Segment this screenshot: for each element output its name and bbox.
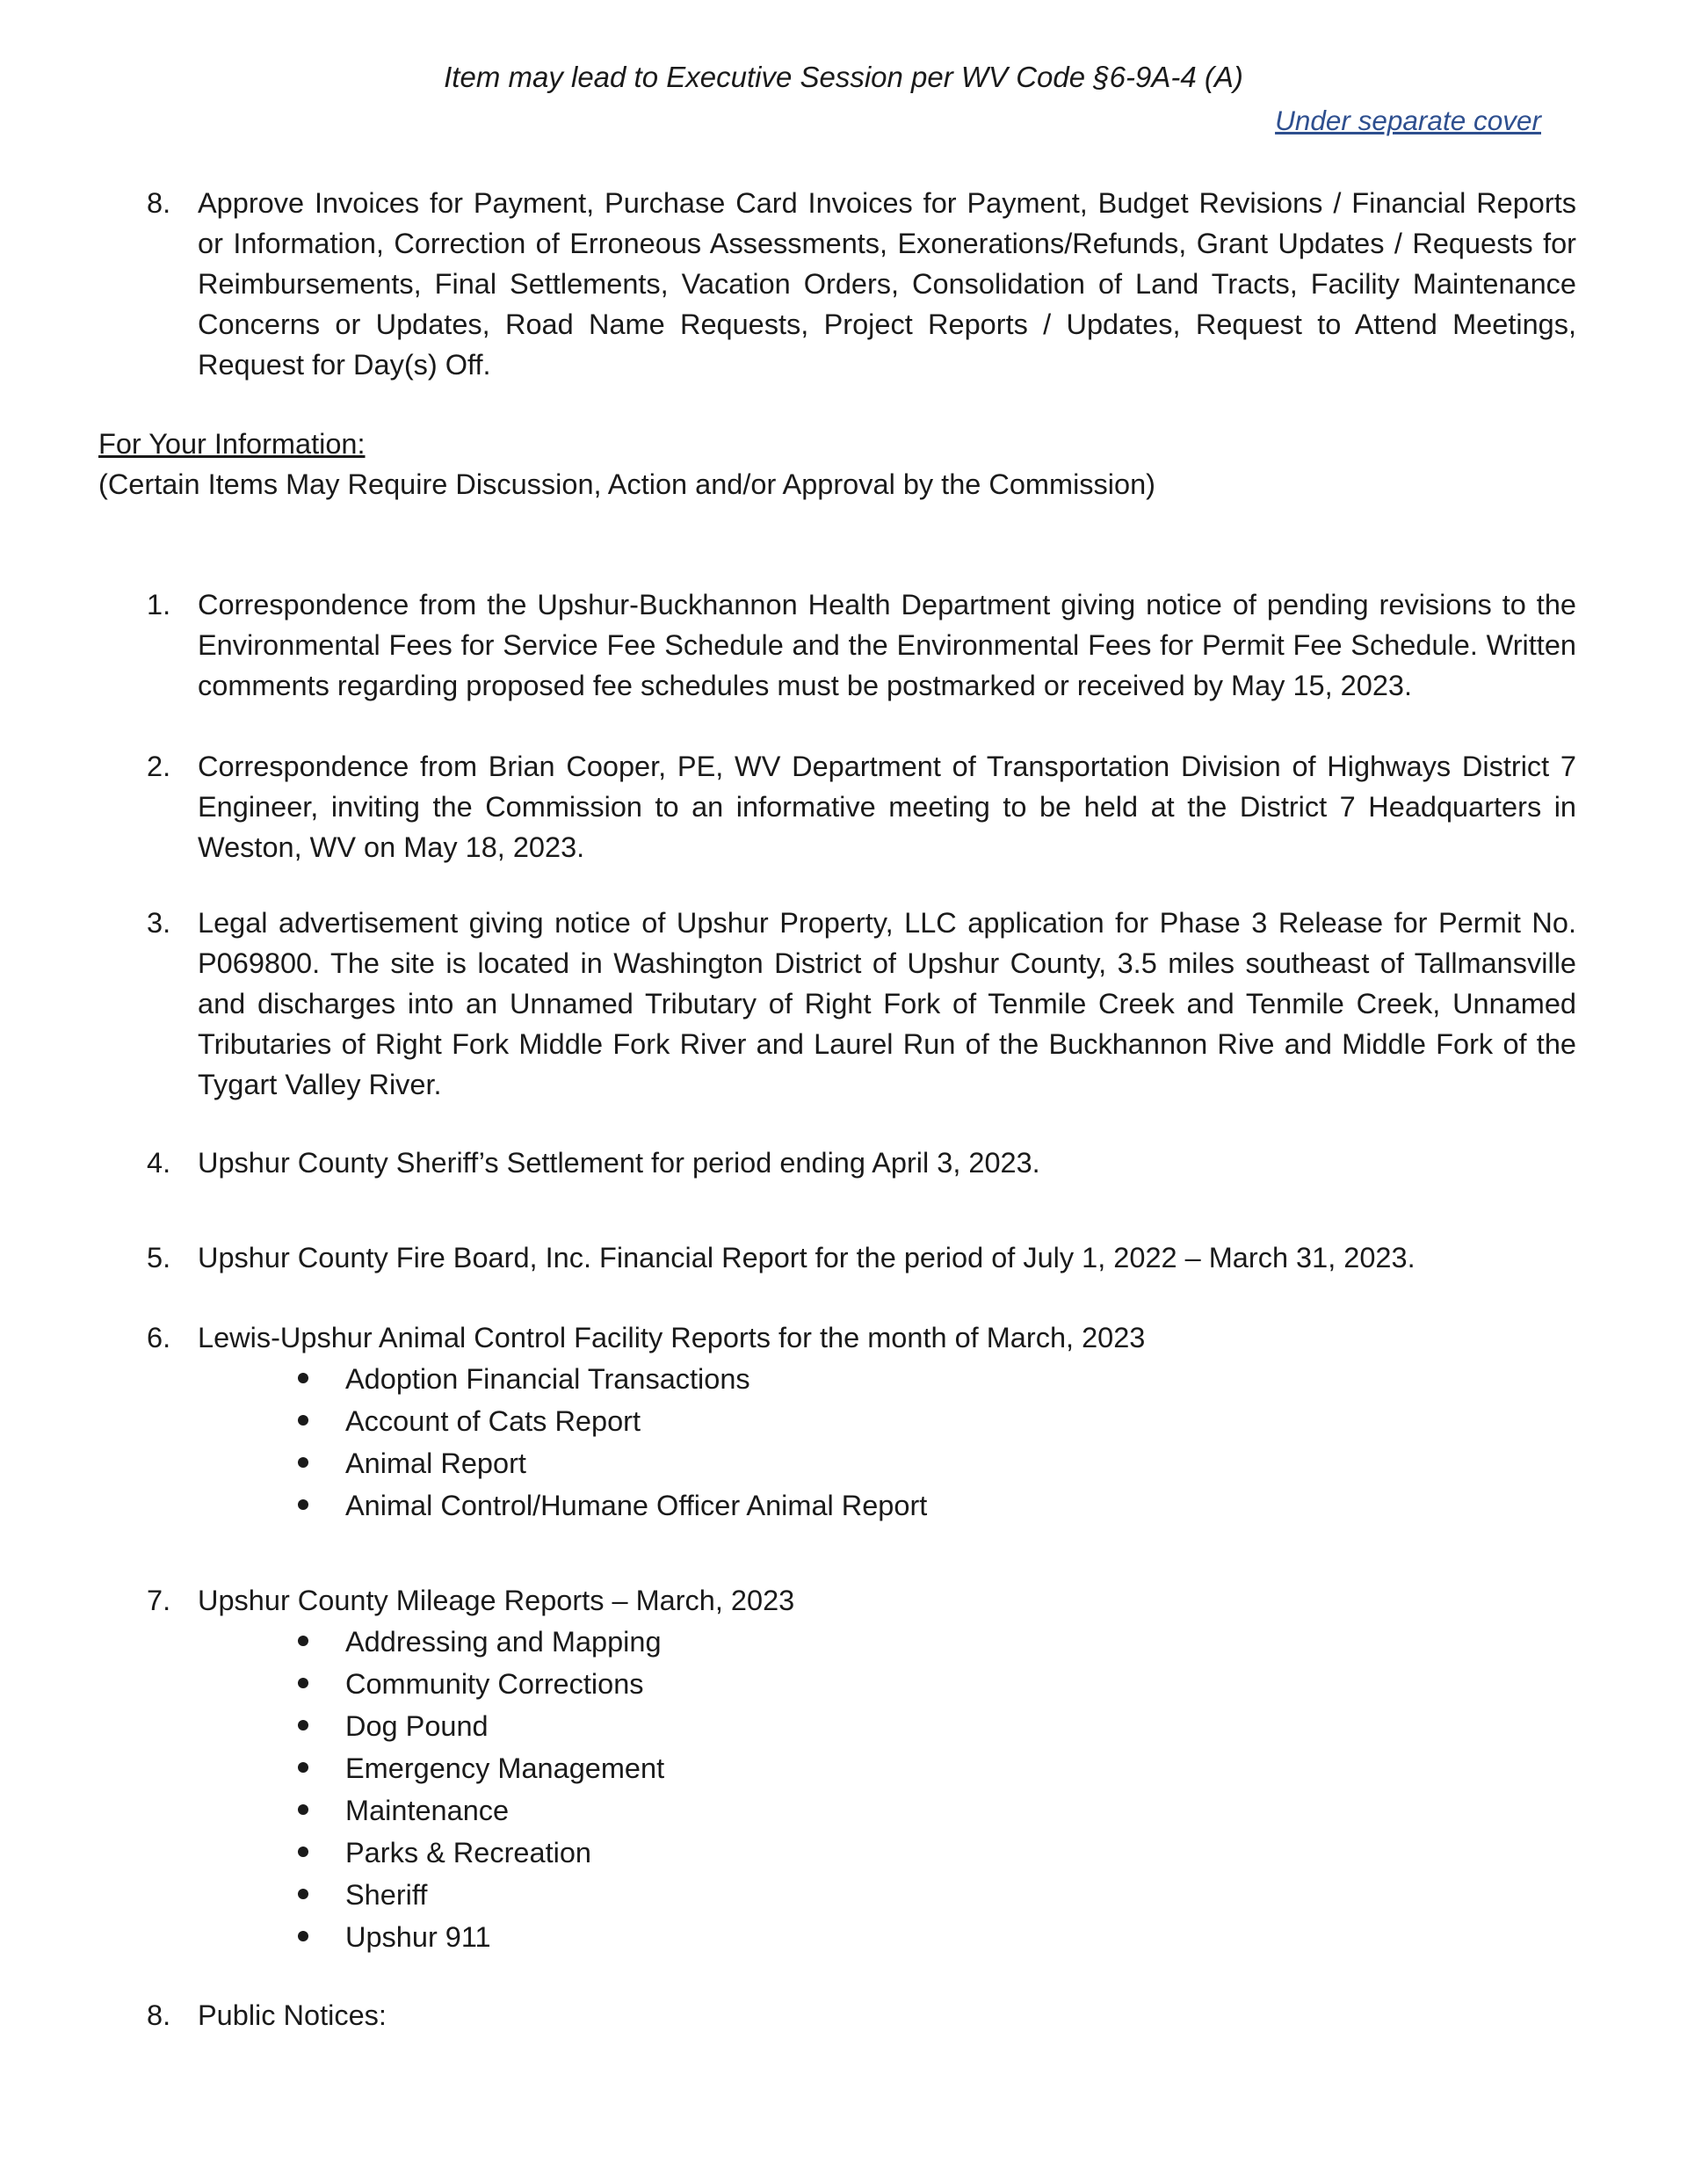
bullet-item: Parks & Recreation	[345, 1832, 1576, 1874]
bullet-item: Animal Control/Humane Officer Animal Report	[345, 1484, 1576, 1527]
executive-session-note: Item may lead to Executive Session per WV Code §6-9A-4 (A)	[444, 61, 1243, 93]
section-subheading: (Certain Items May Require Discussion, Action and/or Approval by the Commission)	[98, 468, 1155, 500]
bullet-list	[345, 1621, 1576, 1958]
bullet-item: Adoption Financial Transactions	[345, 1358, 1576, 1400]
bullet-icon	[298, 1804, 308, 1815]
list-item-top-8	[147, 183, 1576, 385]
item-number: 5.	[147, 1242, 171, 1273]
item-text: Upshur County Fire Board, Inc. Financial Report for the period of July 1, 2022 – March 31, 2023.	[198, 1242, 1415, 1273]
bullet-item: Community Corrections	[345, 1663, 1576, 1705]
list-item-1	[147, 584, 1576, 706]
bullet-icon	[298, 1636, 308, 1646]
bullet-item: Animal Report	[345, 1442, 1576, 1484]
bullet-icon	[298, 1762, 308, 1773]
bullet-item: Sheriff	[345, 1874, 1576, 1916]
bullet-icon	[298, 1499, 308, 1510]
item-number: 8.	[147, 187, 171, 219]
list-item-6	[147, 1317, 1576, 1527]
bullet-item: Maintenance	[345, 1789, 1576, 1832]
item-number: 8.	[147, 1999, 171, 2031]
bullet-item: Account of Cats Report	[345, 1400, 1576, 1442]
bullet-item: Dog Pound	[345, 1705, 1576, 1747]
separate-cover-link[interactable]: Under separate cover	[1275, 105, 1541, 136]
section-heading-fyi: For Your Information:	[98, 428, 366, 460]
bullet-icon	[298, 1415, 308, 1426]
item-text: Approve Invoices for Payment, Purchase Card Invoices for Payment, Budget Revisions / Financial Reports or Information, Correction of Erroneous Assessments, Exonerations/Refunds, Grant Updates / Requests for Reimbursements, Final Settlements, Vacation Orders, Consolidation of Land Tracts, Facility Maintenance Concerns or Updates, Road Name Requests, Project Reports / Updates, Request to Attend Meetings, Request for Day(s) Off.	[198, 187, 1576, 381]
item-number: 3.	[147, 907, 171, 939]
item-text: Upshur County Mileage Reports – March, 2023	[198, 1585, 795, 1616]
item-number: 4.	[147, 1147, 171, 1179]
item-text: Correspondence from Brian Cooper, PE, WV Department of Transportation Division of Highways District 7 Engineer, inviting the Commission to an informative meeting to be held at the District 7 Headquarters in Weston, WV on May 18, 2023.	[198, 751, 1576, 863]
bullet-icon	[298, 1847, 308, 1857]
bullet-icon	[298, 1457, 308, 1468]
bullet-icon	[298, 1678, 308, 1688]
list-item-8	[147, 1995, 1576, 2035]
bullet-icon	[298, 1931, 308, 1941]
item-text: Lewis-Upshur Animal Control Facility Reports for the month of March, 2023	[198, 1322, 1146, 1353]
item-number: 7.	[147, 1585, 171, 1616]
item-number: 1.	[147, 589, 171, 620]
bullet-item: Upshur 911	[345, 1916, 1576, 1958]
bullet-list	[345, 1358, 1576, 1527]
list-item-3	[147, 903, 1576, 1105]
list-item-5	[147, 1237, 1576, 1278]
item-text: Upshur County Sheriff’s Settlement for period ending April 3, 2023.	[198, 1147, 1040, 1179]
item-text: Legal advertisement giving notice of Upshur Property, LLC application for Phase 3 Release for Permit No. P069800. The site is located in Washington District of Upshur County, 3.5 miles southeast of Tallmansville and discharges into an Unnamed Tributary of Right Fork of Tenmile Creek and Tenmile Creek, Unnamed Tributaries of Right Fork Middle Fork River and Laurel Run of the Buckhannon Rive and Middle Fork of the Tygart Valley River.	[198, 907, 1576, 1100]
bullet-item: Addressing and Mapping	[345, 1621, 1576, 1663]
item-number: 6.	[147, 1322, 171, 1353]
bullet-icon	[298, 1373, 308, 1383]
list-item-7	[147, 1580, 1576, 1958]
bullet-icon	[298, 1720, 308, 1731]
list-item-4	[147, 1143, 1576, 1183]
item-text: Correspondence from the Upshur-Buckhannon Health Department giving notice of pending revisions to the Environmental Fees for Service Fee Schedule and the Environmental Fees for Permit Fee Schedule. Written comments regarding proposed fee schedules must be postmarked or received by May 15, 2023.	[198, 589, 1576, 701]
bullet-item: Emergency Management	[345, 1747, 1576, 1789]
item-text: Public Notices:	[198, 1999, 387, 2031]
bullet-icon	[298, 1889, 308, 1899]
list-item-2	[147, 746, 1576, 867]
item-number: 2.	[147, 751, 171, 782]
